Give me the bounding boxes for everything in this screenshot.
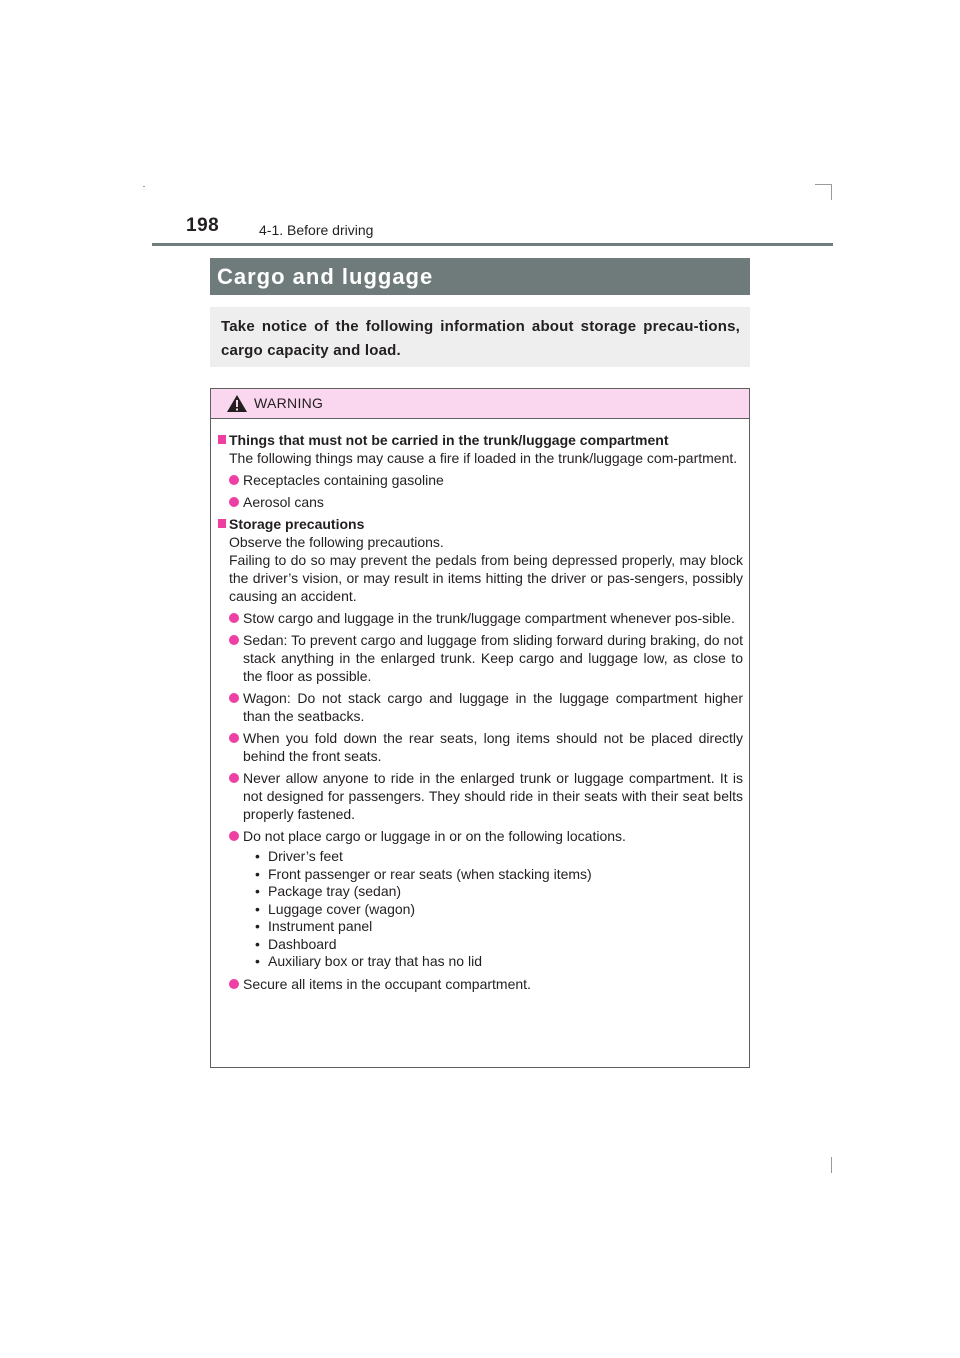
location-item: • Luggage cover (wagon) <box>255 901 743 919</box>
bullet-list <box>218 609 743 993</box>
section-label: 4-1. Before driving <box>259 222 374 238</box>
page-title: Cargo and luggage <box>210 258 750 295</box>
list-item <box>229 471 743 489</box>
location-item: • Package tray (sedan) <box>255 883 743 901</box>
bullet-dot-icon <box>229 497 239 507</box>
crop-mark-bottom-right <box>831 1157 832 1173</box>
location-item: • Auxiliary box or tray that has no lid <box>255 953 743 971</box>
warning-header <box>211 389 749 419</box>
bullet-dot-icon <box>229 831 239 841</box>
list-item <box>229 631 743 685</box>
warning-box <box>210 388 750 1068</box>
intro-text: Take notice of the following information about storage precau-tions, cargo capacity and load. <box>221 318 740 359</box>
list-item-text: Do not place cargo or luggage in or on the following locations. <box>243 828 626 844</box>
page-number: 198 <box>186 215 220 236</box>
section-heading <box>218 431 743 449</box>
list-item-text: Secure all items in the occupant compartment. <box>243 975 531 992</box>
bullet-dot-icon <box>229 475 239 485</box>
bullet-list <box>218 471 743 511</box>
warning-label: WARNING <box>254 395 324 411</box>
bullet-dot-icon <box>229 733 239 743</box>
bullet-dot-icon <box>229 979 239 989</box>
list-item <box>229 729 743 765</box>
section-text: Observe the following precautions. <box>229 534 444 550</box>
list-item-text: Receptacles containing gasoline <box>243 472 444 488</box>
location-list <box>243 848 743 971</box>
list-item <box>229 769 743 823</box>
section-title: Things that must not be carried in the trunk/luggage compartment <box>229 432 669 448</box>
list-item <box>229 827 743 971</box>
section-text: The following things may cause a fire if loaded in the trunk/luggage com-partment. <box>229 450 738 466</box>
location-item: • Dashboard <box>255 936 743 954</box>
warning-body <box>211 419 749 993</box>
section-title: Storage precautions <box>229 516 365 532</box>
bullet-dot-icon <box>229 635 239 645</box>
list-item-text: When you fold down the rear seats, long items should not be placed directly behind the front seats. <box>243 730 743 764</box>
list-item <box>229 493 743 511</box>
list-item-text: Wagon: Do not stack cargo and luggage in the luggage compartment higher than the seatbacks. <box>243 690 743 724</box>
list-item-text: Aerosol cans <box>243 494 324 510</box>
list-item-text: Stow cargo and luggage in the trunk/luggage compartment whenever pos-sible. <box>243 610 735 626</box>
list-item <box>229 975 743 993</box>
list-item <box>229 689 743 725</box>
list-item <box>229 609 743 627</box>
location-item: • Instrument panel <box>255 918 743 936</box>
crop-mark-top-right-v <box>831 184 832 200</box>
crop-mark-top-right-h <box>815 184 832 185</box>
bullet-dot-icon <box>229 693 239 703</box>
section-heading <box>218 515 743 533</box>
warning-triangle-icon <box>226 394 248 413</box>
square-bullet-icon <box>218 435 226 444</box>
list-item-text: Sedan: To prevent cargo and luggage from sliding forward during braking, do not stack anything in the enlarged trunk. Keep cargo and luggage low, as close to the floor as possible. <box>243 632 743 684</box>
square-bullet-icon <box>218 519 226 528</box>
section-text-detail: Failing to do so may prevent the pedals from being depressed properly, may block the driver’s vision, or may result in items hitting the driver or pas-sengers, possibly causing an accident. <box>229 552 743 604</box>
header-rule <box>152 243 833 246</box>
list-item-text: Never allow anyone to ride in the enlarged trunk or luggage compartment. It is not designed for passengers. They should ride in their seats with their seat belts properly fastened. <box>243 770 743 822</box>
warning-section-storage <box>218 515 743 993</box>
crop-mark-top-left <box>143 186 145 187</box>
location-item: • Front passenger or rear seats (when stacking items) <box>255 866 743 884</box>
intro-box <box>210 307 750 367</box>
bullet-dot-icon <box>229 773 239 783</box>
bullet-dot-icon <box>229 613 239 623</box>
warning-section-trunk-items <box>218 431 743 511</box>
location-item: • Driver’s feet <box>255 848 743 866</box>
